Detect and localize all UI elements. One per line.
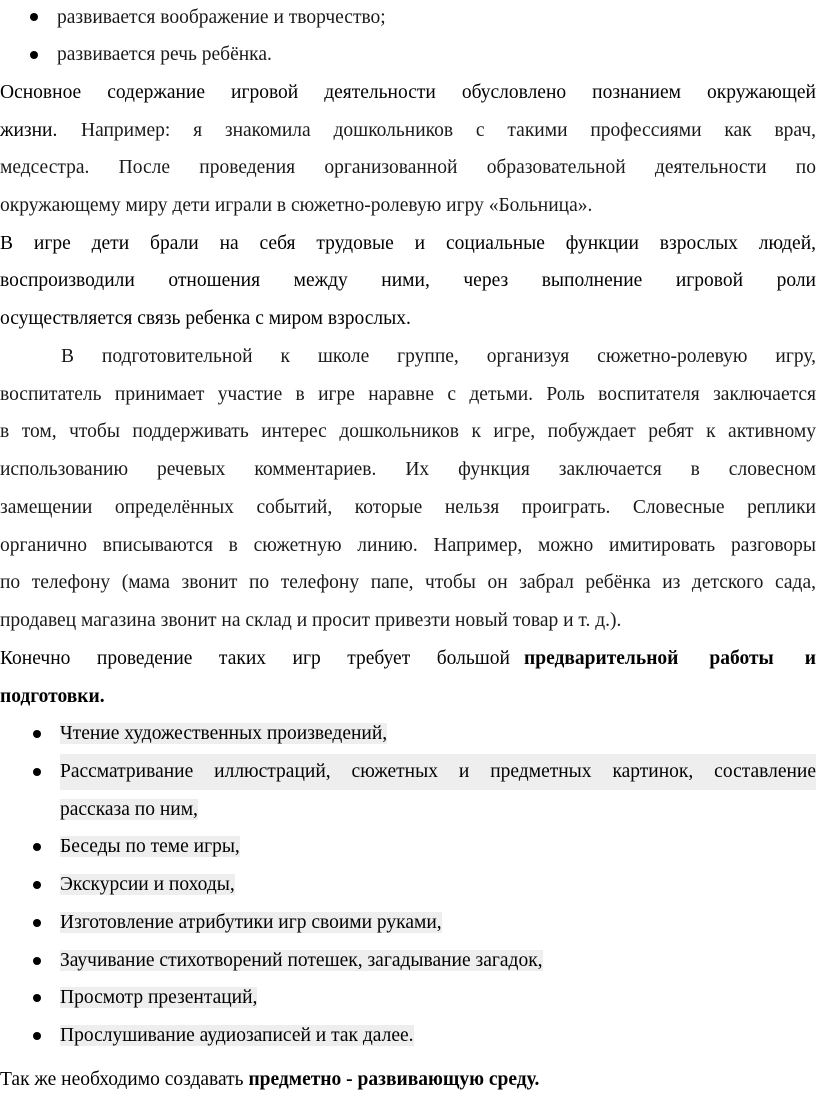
list-item <box>60 792 816 828</box>
paragraph-text: Так же необходимо создавать <box>0 1069 244 1090</box>
list-item <box>60 716 816 752</box>
bullet-icon <box>33 730 41 738</box>
bullet-icon <box>33 881 41 889</box>
paragraph-line <box>0 1062 816 1098</box>
paragraph-text: жизни. <box>0 120 58 141</box>
bold-text: предварительной работы и <box>524 648 816 669</box>
bullet-icon <box>33 843 41 851</box>
list-item-text: Беседы по теме игры, <box>60 836 240 857</box>
paragraph-line: Основное содержание игровой деятельности обусловлено познанием окружающей <box>0 82 816 103</box>
paragraph-line: воспроизводили отношения между ними, через выполнение игровой роли <box>0 270 816 291</box>
list-item <box>60 905 816 941</box>
list-item <box>60 980 816 1016</box>
list-item: Рассматривание иллюстраций, сюжетных и предметных картинок, составление <box>60 754 816 790</box>
paragraph-line: В игре дети брали на себя трудовые и социальные функции взрослых людей, <box>0 233 816 254</box>
list-item-text: Просмотр презентаций, <box>60 987 258 1008</box>
list-item <box>60 867 816 903</box>
paragraph-line: окружающему миру дети играли в сюжетно-ролевую игру «Больница». <box>0 195 593 216</box>
bold-text: подготовки. <box>0 686 105 707</box>
paragraph-line: осуществляется связь ребенка с миром взрослых. <box>0 308 411 329</box>
bullet-icon <box>33 957 41 965</box>
list-item <box>60 829 816 865</box>
paragraph-line: медсестра. После проведения организованной образовательной деятельности по <box>0 157 816 178</box>
bold-text: предметно - развивающую среду. <box>248 1069 540 1090</box>
paragraph-line: Например: я знакомила дошкольников с такими профессиями как врач, <box>81 120 816 141</box>
paragraph-line: продавец магазина звонит на склад и просит привезти новый товар и т. д.). <box>0 610 622 631</box>
list-item-text: Заучивание стихотворений потешек, загадывание загадок, <box>60 950 543 971</box>
paragraph-line: воспитатель принимает участие в игре наравне с детьми. Роль воспитателя заключается <box>0 384 816 405</box>
bullet-item: развивается воображение и творчество; <box>57 7 386 28</box>
list-item-text: Изготовление атрибутики игр своими руками, <box>60 912 442 933</box>
bullet-icon <box>33 768 41 776</box>
paragraph-line <box>524 641 816 677</box>
paragraph-line: В подготовительной к школе группе, организуя сюжетно-ролевую игру, <box>61 346 816 367</box>
paragraph-line: в том, чтобы поддерживать интерес дошкольников к игре, побуждает ребят к активному <box>0 421 816 442</box>
list-item-text: Экскурсии и походы, <box>60 874 235 895</box>
bullet-icon <box>30 13 38 21</box>
list-item <box>60 1018 816 1054</box>
bullet-icon <box>30 51 38 59</box>
bullet-icon <box>33 1032 41 1040</box>
list-item-text: Прослушивание аудиозаписей и так далее. <box>60 1025 414 1046</box>
list-item <box>60 943 816 979</box>
paragraph-line: по телефону (мама звонит по телефону папе, чтобы он забрал ребёнка из детского сада, <box>0 572 816 593</box>
paragraph-line: использованию речевых комментариев. Их функция заключается в словесном <box>0 459 816 480</box>
bullet-item: развивается речь ребёнка. <box>57 44 272 65</box>
paragraph-line: органично вписываются в сюжетную линию. Например, можно имитировать разговоры <box>0 535 816 556</box>
paragraph-line: Конечно проведение таких игр требует большой <box>0 648 510 669</box>
paragraph-line <box>0 679 816 715</box>
paragraph-line: замещении определённых событий, которые нельзя проиграть. Словесные реплики <box>0 497 816 518</box>
bullet-icon <box>33 994 41 1002</box>
bullet-icon <box>33 919 41 927</box>
list-item-text: Чтение художественных произведений, <box>60 723 388 744</box>
list-item-text: рассказа по ним, <box>60 799 198 820</box>
